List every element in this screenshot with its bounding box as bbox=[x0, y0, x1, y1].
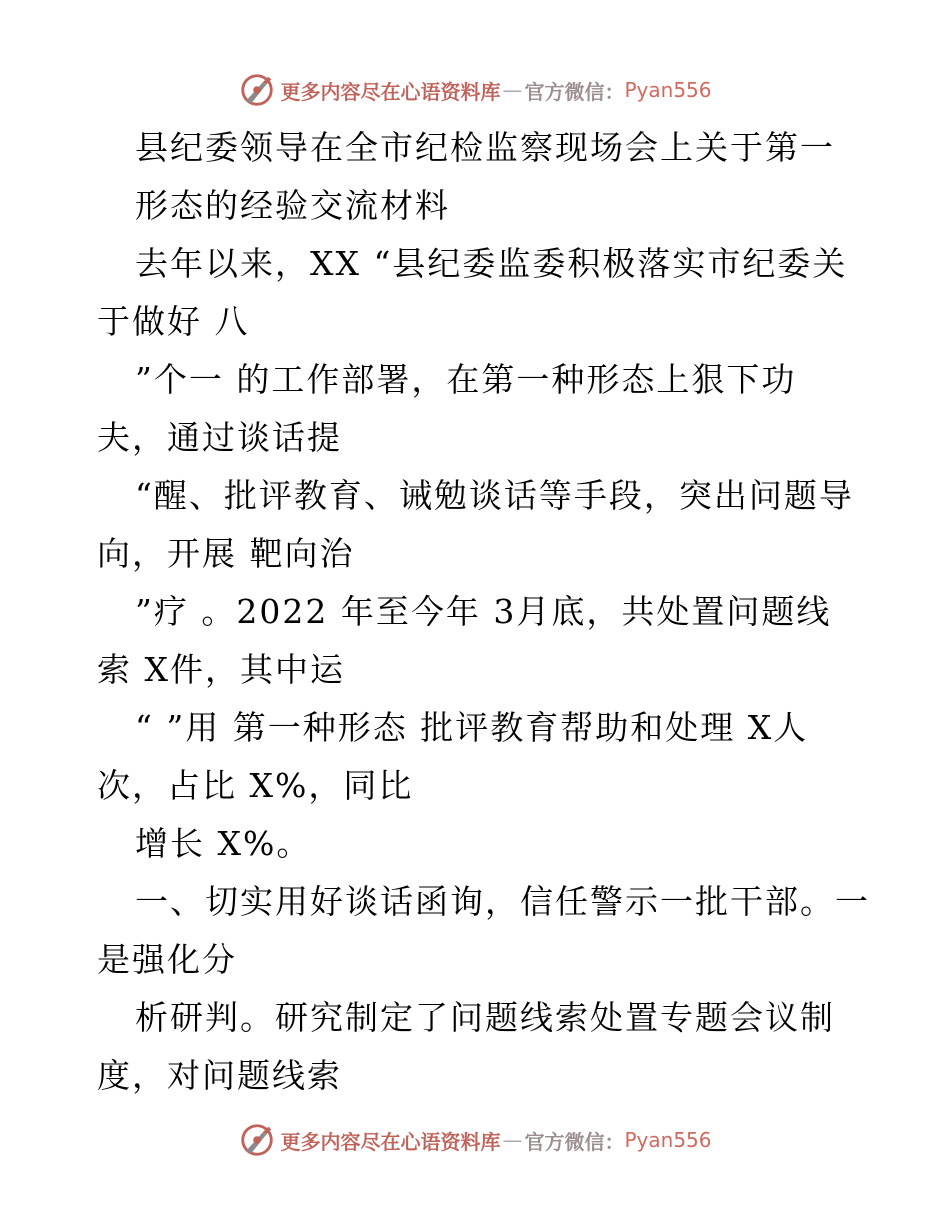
text-line: 度，对问题线索 bbox=[97, 1056, 342, 1095]
text-line: 索 X件，其中运 bbox=[97, 650, 345, 689]
pen-logo-icon bbox=[238, 71, 276, 109]
footer-watermark bbox=[0, 1120, 950, 1160]
pen-logo-icon bbox=[238, 1121, 276, 1159]
text-line: 向，开展 靶向治 bbox=[97, 534, 355, 573]
watermark-dash: — bbox=[502, 1128, 523, 1152]
text-line: 县纪委领导在全市纪检监察现场会上关于第一 bbox=[135, 128, 835, 167]
text-line: 增长 X%。 bbox=[135, 824, 312, 863]
text-line: 析研判。研究制定了问题线索处置专题会议制 bbox=[135, 998, 835, 1037]
text-line: ”个一 的工作部署，在第一种形态上狠下功 bbox=[135, 360, 797, 399]
text-line: “ ”用 第一种形态 批评教育帮助和处理 X人 bbox=[135, 708, 809, 747]
text-line: 是强化分 bbox=[97, 940, 237, 979]
text-line: 于做好 八 bbox=[97, 302, 250, 341]
watermark-wechat-id: Pyan556 bbox=[624, 1128, 712, 1152]
watermark-wechat-label: 官方微信： bbox=[524, 79, 625, 104]
text-line: 夫，通过谈话提 bbox=[97, 418, 342, 457]
text-line: “醒、批评教育、诫勉谈话等手段，突出问题导 bbox=[135, 476, 854, 515]
watermark-main-text: 更多内容尽在心语资料库 bbox=[280, 79, 501, 104]
text-line: 形态的经验交流材料 bbox=[135, 186, 450, 225]
watermark-wechat-label: 官方微信： bbox=[524, 1129, 625, 1154]
watermark-dash: — bbox=[502, 78, 523, 102]
text-line: 去年以来，XX “县纪委监委积极落实市纪委关 bbox=[135, 244, 848, 283]
watermark-wechat-id: Pyan556 bbox=[624, 78, 712, 102]
text-line: ”疗 。2022 年至今年 3月底，共处置问题线 bbox=[135, 592, 832, 631]
text-line: 一、切实用好谈话函询，信任警示一批干部。一 bbox=[135, 882, 870, 921]
watermark-main-text: 更多内容尽在心语资料库 bbox=[280, 1129, 501, 1154]
text-line: 次，占比 X%，同比 bbox=[97, 766, 414, 805]
header-watermark bbox=[0, 70, 950, 110]
